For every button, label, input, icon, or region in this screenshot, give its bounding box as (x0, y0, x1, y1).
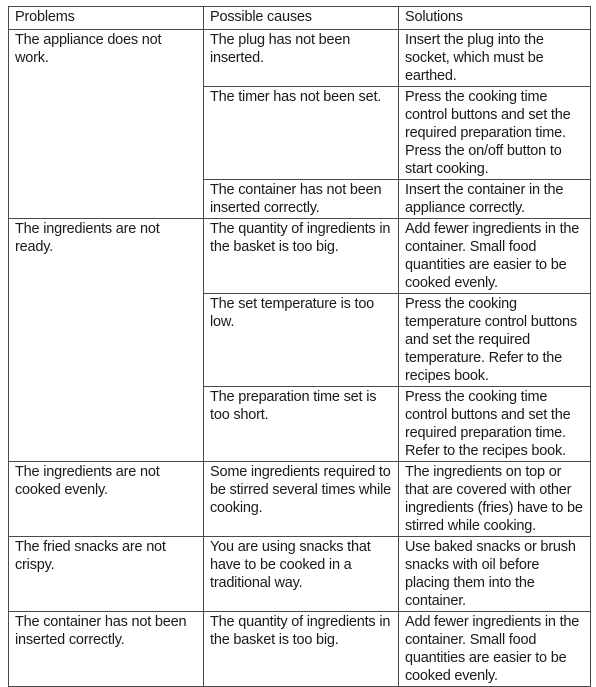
problem-cell: The ingredients are not ready. (9, 219, 204, 462)
solution-cell: Insert the container in the appliance correctly. (399, 180, 591, 219)
solution-cell: Press the cooking time control buttons and set the required preparation time. Refer to the recipes book. (399, 387, 591, 462)
table-row (9, 219, 591, 294)
header-problems: Problems (9, 7, 204, 30)
cause-cell: The preparation time set is too short. (204, 387, 399, 462)
cause-cell: The timer has not been set. (204, 87, 399, 180)
header-possible-causes: Possible causes (204, 7, 399, 30)
cause-cell: The plug has not been inserted. (204, 30, 399, 87)
table-row (9, 30, 591, 87)
header-solutions: Solutions (399, 7, 591, 30)
cause-cell: The container has not been inserted correctly. (204, 180, 399, 219)
solution-cell: The ingredients on top or that are covered with other ingredients (fries) have to be stirred while cooking. (399, 462, 591, 537)
solution-cell: Add fewer ingredients in the container. Small food quantities are easier to be cooked evenly. (399, 219, 591, 294)
table-row (9, 612, 591, 687)
cause-cell: The quantity of ingredients in the basket is too big. (204, 612, 399, 687)
solution-cell: Insert the plug into the socket, which must be earthed. (399, 30, 591, 87)
troubleshooting-table-container (8, 6, 590, 687)
problem-cell: The ingredients are not cooked evenly. (9, 462, 204, 537)
solution-cell: Press the cooking temperature control buttons and set the required temperature. Refer to the recipes book. (399, 294, 591, 387)
solution-cell: Use baked snacks or brush snacks with oil before placing them into the container. (399, 537, 591, 612)
table-row (9, 462, 591, 537)
cause-cell: You are using snacks that have to be cooked in a traditional way. (204, 537, 399, 612)
cause-cell: The quantity of ingredients in the basket is too big. (204, 219, 399, 294)
solution-cell: Press the cooking time control buttons and set the required preparation time. Press the on/off button to start cooking. (399, 87, 591, 180)
problem-cell: The appliance does not work. (9, 30, 204, 219)
problem-cell: The container has not been inserted correctly. (9, 612, 204, 687)
table-row (9, 537, 591, 612)
problem-cell: The fried snacks are not crispy. (9, 537, 204, 612)
troubleshooting-table (8, 6, 591, 687)
cause-cell: The set temperature is too low. (204, 294, 399, 387)
cause-cell: Some ingredients required to be stirred several times while cooking. (204, 462, 399, 537)
solution-cell: Add fewer ingredients in the container. Small food quantities are easier to be cooked evenly. (399, 612, 591, 687)
table-header-row (9, 7, 591, 30)
